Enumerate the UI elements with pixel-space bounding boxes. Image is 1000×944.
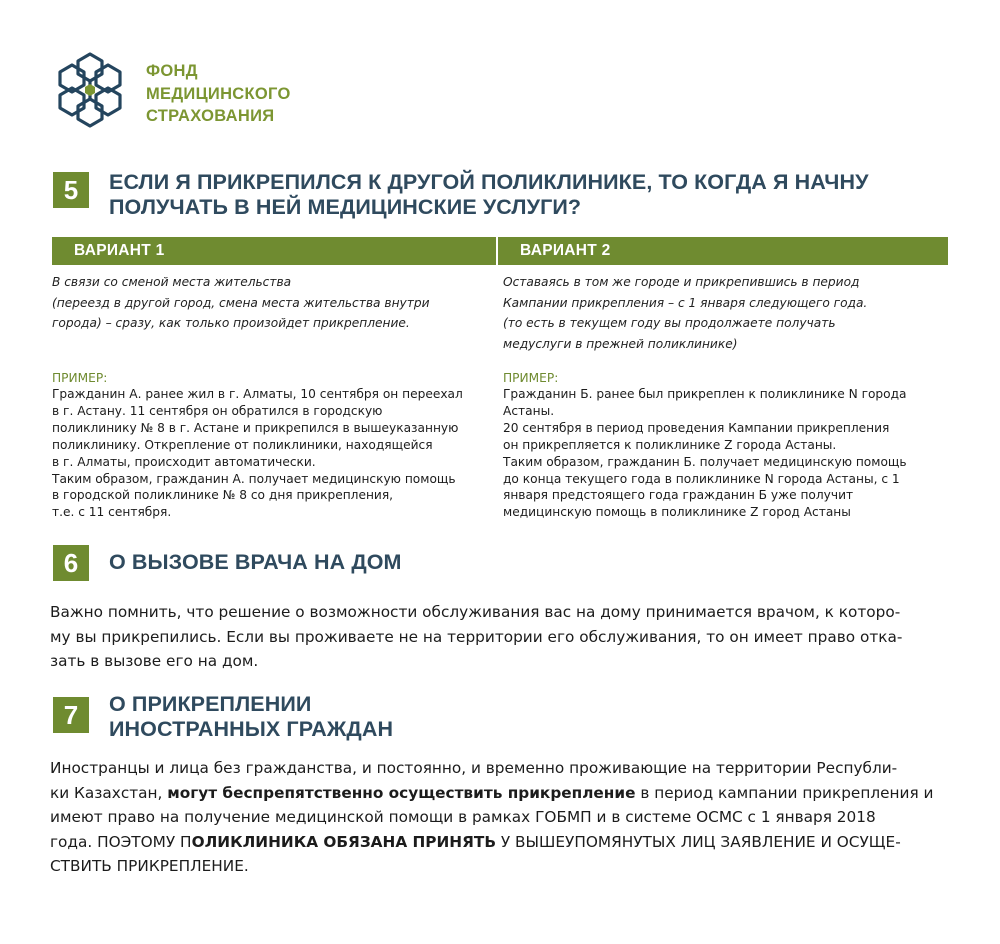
variant-2-header: ВАРИАНТ 2 xyxy=(498,237,948,265)
variant-2-example-line: до конца текущего года в поликлинике N города Астаны, с 1 xyxy=(503,471,900,486)
section-7-text: года. ПОЭТОМУ П xyxy=(50,832,192,851)
section-5-title-line-1: ЕСЛИ Я ПРИКРЕПИЛСЯ К ДРУГОЙ ПОЛИКЛИНИКЕ, ТО КОГДА Я НАЧНУ xyxy=(109,170,869,194)
variant-2-desc-line: Кампании прикрепления – с 1 января следующего года. xyxy=(503,295,868,310)
section-7-bold-text: ОЛИКЛИНИКА ОБЯЗАНА ПРИНЯТЬ xyxy=(191,832,496,851)
section-7-body-line: СТВИТЬ ПРИКРЕПЛЕНИЕ. xyxy=(50,857,249,875)
variant-1-example-line: поликлинику № 8 в г. Астане и прикрепился в вышеуказанную xyxy=(52,420,459,435)
variant-2-example-line: Гражданин Б. ранее был прикреплен к поликлинике N города xyxy=(503,387,907,401)
variant-2-desc-line: Оставаясь в том же городе и прикрепившись в период xyxy=(503,275,860,289)
section-7-title-line-2: ИНОСТРАННЫХ ГРАЖДАН xyxy=(109,717,394,741)
section-5-number: 5 xyxy=(53,172,89,208)
variant-1-example-line: в городской поликлинике № 8 со дня прикрепления, xyxy=(52,488,394,503)
section-7-text: ки Казахстан, xyxy=(50,783,168,802)
section-7-body-line: Иностранцы и лица без гражданства, и постоянно, и временно проживающие на территории Республи- xyxy=(50,759,898,777)
section-6-title: О ВЫЗОВЕ ВРАЧА НА ДОМ xyxy=(109,550,402,574)
section-7-text: У ВЫШЕУПОМЯНУТЫХ ЛИЦ ЗАЯВЛЕНИЕ И ОСУЩЕ- xyxy=(495,832,901,851)
section-7-body xyxy=(50,756,933,879)
section-6-body-line: му вы прикрепились. Если вы проживаете не на территории его обслуживания, то он имеет право отка- xyxy=(50,627,903,646)
variant-1-example-line: Таким образом, гражданин А. получает медицинскую помощь xyxy=(52,471,456,486)
variant-1-example-label: ПРИМЕР: xyxy=(52,371,108,385)
section-7-text: в период кампании прикрепления и xyxy=(635,783,934,802)
variant-2-description xyxy=(503,272,867,354)
variant-2-desc-line: (то есть в текущем году вы продолжаете получать xyxy=(503,316,836,330)
section-7-body-line: имеют право на получение медицинской помощи в рамках ГОБМП и в системе ОСМС с 1 января 2018 xyxy=(50,808,876,826)
section-7-bold-text: могут беспрепятственно осуществить прикрепление xyxy=(167,783,636,802)
section-7-number: 7 xyxy=(53,697,89,733)
variant-2-example-text xyxy=(503,386,907,521)
section-6-body-line: зать в вызове его на дом. xyxy=(50,652,259,670)
variant-2-example-line: 20 сентября в период проведения Кампании прикрепления xyxy=(503,420,890,435)
variant-1-example-text xyxy=(52,386,463,521)
variant-2-desc-line: медуслуги в прежней поликлинике) xyxy=(503,336,738,351)
variant-1-description xyxy=(52,272,430,334)
variant-2-example-line: медицинскую помощь в поликлинике Z город Астаны xyxy=(503,505,851,520)
section-6-body xyxy=(50,600,902,674)
section-6-body-line: Важно помнить, что решение о возможности обслуживания вас на дому принимается врачом, к которо- xyxy=(50,603,901,621)
variant-1-example-line: поликлинику. Открепление от поликлиники, находящейся xyxy=(52,437,433,452)
variant-2-example-label: ПРИМЕР: xyxy=(503,371,559,385)
section-7-body-line xyxy=(50,781,933,806)
variant-2-example-line: Таким образом, гражданин Б. получает медицинскую помощь xyxy=(503,454,907,469)
variant-1-desc-line: (переезд в другой город, смена места жительства внутри xyxy=(52,295,430,310)
variant-1-desc-line: В связи со сменой места жительства xyxy=(52,275,292,289)
variant-1-desc-line: города) – сразу, как только произойдет прикрепление. xyxy=(52,316,410,330)
section-7-body-line xyxy=(50,830,933,855)
logo-line-2: МЕДИЦИНСКОГО xyxy=(146,84,291,103)
section-7-title-line-1: О ПРИКРЕПЛЕНИИ xyxy=(109,692,312,716)
variant-1-example-line: в г. Астану. 11 сентября он обратился в городскую xyxy=(52,403,383,418)
variant-2-example-line: Астаны. xyxy=(503,403,555,418)
section-5-title xyxy=(109,170,869,220)
logo-text xyxy=(146,60,291,128)
fund-logo-icon xyxy=(50,50,130,130)
logo-line-1: ФОНД xyxy=(146,62,198,80)
variant-2-example-line: он прикрепляется к поликлинике Z города Астаны. xyxy=(503,437,837,452)
logo-line-3: СТРАХОВАНИЯ xyxy=(146,107,275,125)
variant-1-header: ВАРИАНТ 1 xyxy=(52,237,496,265)
variant-1-example-line: Гражданин А. ранее жил в г. Алматы, 10 сентября он переехал xyxy=(52,387,463,401)
section-6-number: 6 xyxy=(53,545,89,581)
section-7-title xyxy=(109,692,393,742)
section-5-title-line-2: ПОЛУЧАТЬ В НЕЙ МЕДИЦИНСКИЕ УСЛУГИ? xyxy=(109,195,582,219)
variant-1-example-line: т.е. с 11 сентября. xyxy=(52,505,172,520)
variant-2-example-line: января предстоящего года гражданин Б уже получит xyxy=(503,488,854,503)
variant-1-example-line: в г. Алматы, происходит автоматически. xyxy=(52,454,316,469)
